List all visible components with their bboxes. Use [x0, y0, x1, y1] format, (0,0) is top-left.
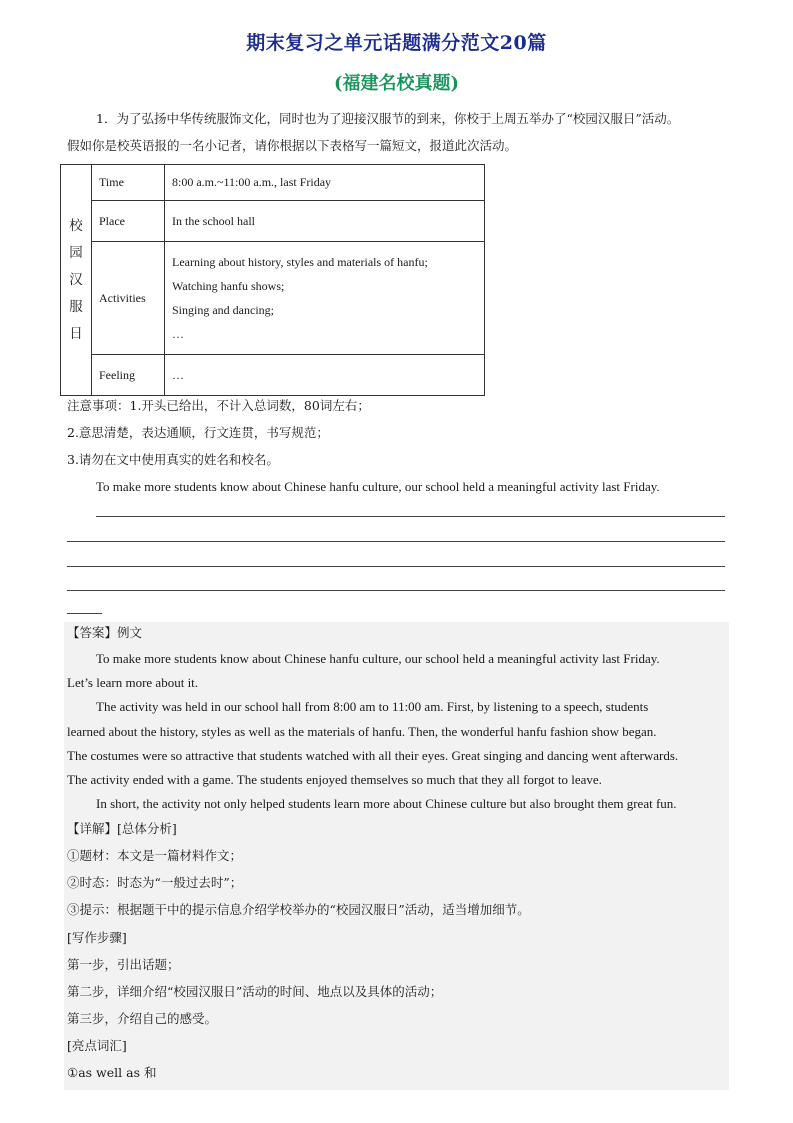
side-char: 园 [69, 244, 83, 261]
answer-line: Let’s learn more about it. [67, 675, 199, 690]
detail-point: ③提示：根据题干中的提示信息介绍学校举办的“校园汉服日”活动，适当增加细节。 [67, 902, 530, 917]
side-char: 校 [69, 217, 83, 234]
page-subtitle: (福建名校真题) [333, 73, 460, 94]
vocab-heading: [亮点词汇] [67, 1038, 127, 1053]
answer-line: learned about the history, styles as well as the materials of hanfu. Then, the wonderful hanfu fashion show began. [67, 724, 657, 739]
row-label-time: Time [92, 165, 165, 201]
side-char: 汉 [69, 271, 83, 288]
prompt-line: 1．为了弘扬中华传统服饰文化，同时也为了迎接汉服节的到来，你校于上周五举办了“校园汉服日”活动。 [96, 111, 680, 126]
row-label-activities: Activities [92, 242, 165, 355]
detail-point: ①题材：本文是一篇材料作文； [67, 848, 243, 863]
writing-line [67, 613, 102, 614]
prompt-line: 假如你是校英语报的一名小记者，请你根据以下表格写一篇短文，报道此次活动。 [67, 138, 518, 153]
activity-item: Learning about history, styles and materials of hanfu; [172, 255, 428, 269]
opening-sentence: To make more students know about Chinese hanfu culture, our school held a meaningful activity last Friday. [96, 479, 660, 494]
vocab-item: ①as well as 和 [67, 1065, 157, 1080]
note-line: 3.请勿在文中使用真实的姓名和校名。 [67, 452, 279, 467]
row-value-time: 8:00 a.m.~11:00 a.m., last Friday [165, 165, 485, 201]
activity-item: … [172, 327, 184, 341]
step-line: 第一步，引出话题； [67, 957, 180, 972]
writing-line [67, 590, 725, 591]
writing-line [67, 566, 725, 567]
answer-line: The activity ended with a game. The students enjoyed themselves so much that they all forgot to leave. [67, 772, 602, 787]
steps-heading: [写作步骤] [67, 930, 127, 945]
row-value-place: In the school hall [165, 201, 485, 242]
answer-heading: 【答案】例文 [67, 625, 143, 640]
page-title: 期末复习之单元话题满分范文20篇 [246, 32, 547, 54]
row-label-place: Place [92, 201, 165, 242]
step-line: 第二步，详细介绍“校园汉服日”活动的时间、地点以及具体的活动； [67, 984, 443, 999]
side-char: 日 [69, 325, 83, 342]
side-char: 服 [69, 298, 83, 315]
answer-line: The activity was held in our school hall from 8:00 am to 11:00 am. First, by listening to a speech, students [96, 699, 649, 714]
detail-point: ②时态：时态为“一般过去时”； [67, 875, 243, 890]
answer-line: The costumes were so attractive that students watched with all their eyes. Great singing and dancing went afterwards. [67, 748, 679, 763]
detail-heading: 【详解】[总体分析] [67, 821, 177, 836]
answer-line: In short, the activity not only helped students learn more about Chinese culture but also brought them great fun. [96, 796, 677, 811]
writing-line [96, 516, 725, 517]
step-line: 第三步，介绍自己的感受。 [67, 1011, 218, 1026]
note-line: 注意事项：1.开头已给出，不计入总词数，80词左右； [67, 398, 370, 413]
note-line: 2.意思清楚，表达通顺，行文连贯，书写规范； [67, 425, 329, 440]
row-value-activities [165, 242, 485, 355]
row-value-feeling: … [165, 355, 485, 396]
writing-line [67, 541, 725, 542]
activity-item: Singing and dancing; [172, 303, 274, 317]
activity-item: Watching hanfu shows; [172, 279, 285, 293]
answer-line: To make more students know about Chinese hanfu culture, our school held a meaningful activity last Friday. [96, 651, 660, 666]
activity-table [60, 164, 485, 396]
row-label-feeling: Feeling [92, 355, 165, 396]
table-side-label [61, 165, 92, 396]
